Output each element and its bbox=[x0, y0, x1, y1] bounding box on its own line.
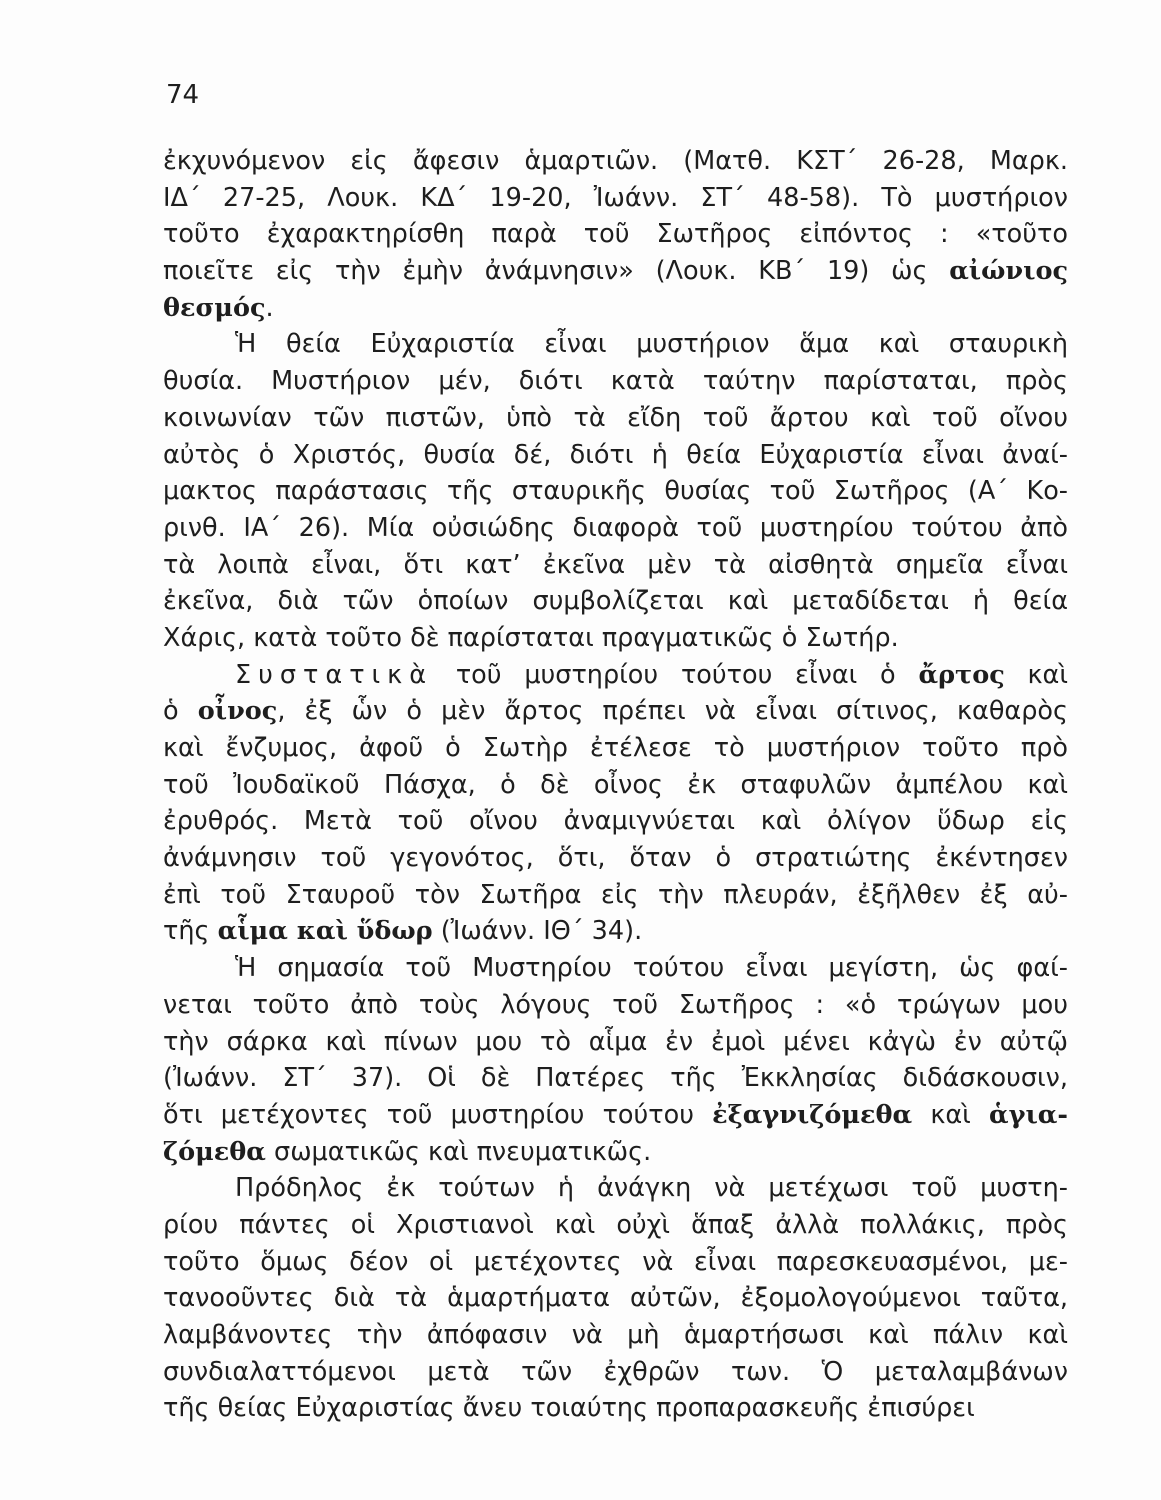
text-line bbox=[163, 1280, 1068, 1317]
text-run: ἐκεῖνα, διὰ τῶν ὁποίων συμβολίζεται καὶ μεταδίδεται ἡ θεία bbox=[163, 586, 1068, 617]
text-line bbox=[163, 1134, 1068, 1171]
text-line bbox=[163, 1024, 1068, 1061]
text-run: ἀνάμνησιν τοῦ γεγονότος, ὅτι, ὅταν ὁ στρατιώτης ἐκέντησεν bbox=[163, 843, 1068, 874]
text-run: Ἡ θεία Εὐχαριστία εἶναι μυστήριον ἅμα καὶ σταυρικὴ bbox=[235, 329, 1068, 360]
text-line bbox=[163, 1244, 1068, 1281]
text-run: ὁ bbox=[163, 696, 198, 727]
emphasized-text: αἷμα καὶ ὕδωρ bbox=[217, 916, 433, 947]
text-line bbox=[163, 583, 1068, 620]
text-line bbox=[163, 840, 1068, 877]
text-line bbox=[163, 1207, 1068, 1244]
text-run: τοῦτο ἐχαρακτηρίσθη παρὰ τοῦ Σωτῆρος εἰπόντος : «τοῦτο bbox=[163, 219, 1068, 250]
text-run: . bbox=[265, 292, 274, 323]
text-run: τοῦτο ὅμως δέον οἱ μετέχοντες νὰ εἶναι παρεσκευασμένοι, με- bbox=[163, 1246, 1068, 1277]
text-line bbox=[163, 620, 1068, 657]
emphasized-text: θεσμός bbox=[163, 292, 266, 323]
text-run: τὴν σάρκα καὶ πίνων μου τὸ αἷμα ἐν ἐμοὶ μένει κἀγὼ ἐν αὐτῷ bbox=[163, 1026, 1068, 1057]
text-line bbox=[163, 363, 1068, 400]
text-run: καὶ bbox=[1004, 659, 1068, 690]
emphasized-text: ἁγια- bbox=[988, 1099, 1068, 1130]
text-run: Ἡ σημασία τοῦ Μυστηρίου τούτου εἶναι μεγίστη, ὡς φαί- bbox=[235, 953, 1068, 984]
page-number: 74 bbox=[166, 80, 200, 110]
text-line bbox=[163, 803, 1068, 840]
text-run: (Ἰωάνν. ΙΘ΄ 34). bbox=[432, 916, 643, 947]
paragraph bbox=[163, 1170, 1068, 1427]
spaced-text: Συστατικὰ bbox=[235, 659, 434, 690]
text-line bbox=[163, 400, 1068, 437]
text-run: τῆς bbox=[163, 916, 218, 947]
emphasized-text: ἄρτος bbox=[918, 659, 1005, 690]
text-line bbox=[163, 693, 1068, 730]
text-run: λαμβάνοντες τὴν ἀπόφασιν νὰ μὴ ἁμαρτήσωσι καὶ πάλιν καὶ bbox=[163, 1320, 1068, 1350]
text-run: τῆς θείας Εὐχαριστίας ἄνευ τοιαύτης προπαρασκευῆς ἐπισύρει bbox=[163, 1393, 975, 1424]
emphasized-text: ζόμεθα bbox=[163, 1136, 266, 1167]
text-line bbox=[163, 473, 1068, 510]
text-line bbox=[163, 1060, 1068, 1097]
text-run: ρινθ. ΙΑ΄ 26). Μία οὐσιώδης διαφορὰ τοῦ μυστηρίου τούτου ἀπὸ bbox=[163, 512, 1068, 543]
text-run: τοῦ Ἰουδαϊκοῦ Πάσχα, ὁ δὲ οἶνος ἐκ σταφυλῶν ἀμπέλου καὶ bbox=[163, 769, 1068, 800]
text-run: μακτος παράστασις τῆς σταυρικῆς θυσίας τοῦ Σωτῆρος (Α΄ Κο- bbox=[163, 476, 1068, 507]
text-line bbox=[163, 913, 1068, 950]
text-line bbox=[163, 1170, 1068, 1207]
text-run: τὰ λοιπὰ εἶναι, ὅτι κατ’ ἐκεῖνα μὲν τὰ αἰσθητὰ σημεῖα εἶναι bbox=[163, 549, 1068, 580]
text-run: συνδιαλαττόμενοι μετὰ τῶν ἐχθρῶν των. Ὁ μεταλαμβάνων bbox=[163, 1356, 1068, 1387]
emphasized-text: αἰώνιος bbox=[949, 256, 1068, 287]
text-line bbox=[163, 180, 1068, 217]
paragraph bbox=[163, 657, 1068, 951]
text-run: ἐπὶ τοῦ Σταυροῦ τὸν Σωτῆρα εἰς τὴν πλευράν, ἐξῆλθεν ἐξ αὐ- bbox=[163, 879, 1068, 910]
text-run: Πρόδηλος ἐκ τούτων ἡ ἀνάγκη νὰ μετέχωσι τοῦ μυστη- bbox=[235, 1173, 1068, 1204]
paragraph bbox=[163, 950, 1068, 1170]
text-line bbox=[163, 437, 1068, 474]
text-line bbox=[163, 510, 1068, 547]
text-line bbox=[163, 987, 1068, 1024]
text-run: ΙΔ΄ 27-25, Λουκ. ΚΔ΄ 19-20, Ἰωάνν. ΣΤ΄ 48-58). Τὸ μυστήριον bbox=[163, 182, 1068, 213]
text-line bbox=[163, 950, 1068, 987]
text-run: καὶ bbox=[912, 1099, 989, 1130]
text-line bbox=[163, 877, 1068, 914]
text-run: ἐρυθρός. Μετὰ τοῦ οἴνου ἀναμιγνύεται καὶ ὀλίγον ὕδωρ εἰς bbox=[163, 806, 1068, 837]
text-run: θυσία. Μυστήριον μέν, διότι κατὰ ταύτην παρίσταται, πρὸς bbox=[163, 366, 1068, 397]
text-line bbox=[163, 290, 1068, 327]
text-run: ἐκχυνόμενον εἰς ἄφεσιν ἁμαρτιῶν. (Ματθ. ΚΣΤ΄ 26-28, Μαρκ. bbox=[163, 146, 1068, 176]
text-line bbox=[163, 1317, 1068, 1354]
paragraph bbox=[163, 143, 1068, 326]
text-run: νεται τοῦτο ἀπὸ τοὺς λόγους τοῦ Σωτῆρος : «ὁ τρώγων μου bbox=[163, 989, 1068, 1020]
text-line bbox=[163, 657, 1068, 694]
text-run: (Ἰωάνν. ΣΤ΄ 37). Οἱ δὲ Πατέρες τῆς Ἐκκλησίας διδάσκουσιν, bbox=[163, 1063, 1068, 1094]
text-run: ὅτι μετέχοντες τοῦ μυστηρίου τούτου bbox=[163, 1099, 713, 1130]
text-run: τανοοῦντες διὰ τὰ ἁμαρτήματα αὐτῶν, ἐξομολογούμενοι ταῦτα, bbox=[163, 1283, 1068, 1314]
text-run: κοινωνίαν τῶν πιστῶν, ὑπὸ τὰ εἴδη τοῦ ἄρτου καὶ τοῦ οἴνου bbox=[163, 402, 1068, 433]
emphasized-text: οἶνος bbox=[197, 696, 278, 727]
text-run: σωματικῶς καὶ πνευματικῶς. bbox=[265, 1136, 652, 1167]
text-run: ποιεῖτε εἰς τὴν ἐμὴν ἀνάμνησιν» (Λουκ. ΚΒ΄ 19) ὡς bbox=[163, 256, 950, 287]
text-run: , ἐξ ὧν ὁ μὲν ἄρτος πρέπει νὰ εἶναι σίτινος, καθαρὸς bbox=[277, 696, 1068, 727]
text-line bbox=[163, 547, 1068, 584]
text-line bbox=[163, 767, 1068, 804]
text-line bbox=[163, 253, 1068, 290]
text-line bbox=[163, 730, 1068, 767]
emphasized-text: ἐξαγνιζόμεθα bbox=[712, 1099, 913, 1130]
text-run: τοῦ μυστηρίου τούτου εἶναι ὁ bbox=[433, 659, 919, 690]
text-line bbox=[163, 1354, 1068, 1391]
text-run: αὐτὸς ὁ Χριστός, θυσία δέ, διότι ἡ θεία Εὐχαριστία εἶναι ἀναί- bbox=[163, 439, 1068, 470]
text-line bbox=[163, 1097, 1068, 1134]
text-line bbox=[163, 143, 1068, 180]
text-line bbox=[163, 1390, 1068, 1427]
text-line bbox=[163, 326, 1068, 363]
text-run: ρίου πάντες οἱ Χριστιανοὶ καὶ οὐχὶ ἅπαξ ἀλλὰ πολλάκις, πρὸς bbox=[163, 1209, 1068, 1240]
paragraph bbox=[163, 326, 1068, 656]
text-run: Χάρις, κατὰ τοῦτο δὲ παρίσταται πραγματικῶς ὁ Σωτήρ. bbox=[163, 622, 899, 653]
text-line bbox=[163, 216, 1068, 253]
text-run: καὶ ἔνζυμος, ἀφοῦ ὁ Σωτὴρ ἐτέλεσε τὸ μυστήριον τοῦτο πρὸ bbox=[163, 733, 1068, 763]
body-text bbox=[163, 143, 1068, 1427]
